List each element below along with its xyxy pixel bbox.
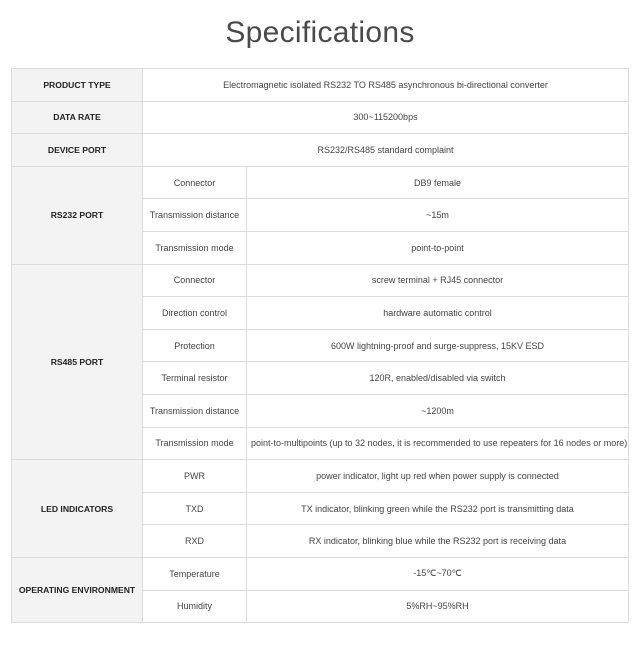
sub-value: ~1200m: [247, 394, 629, 427]
sub-label: Transmission distance: [143, 394, 247, 427]
sub-label: Transmission distance: [143, 199, 247, 232]
row-value-data-rate: 300~115200bps: [143, 101, 629, 134]
sub-value: hardware automatic control: [247, 297, 629, 330]
sub-value: point-to-multipoints (up to 32 nodes, it is recommended to use repeaters for 16 nodes or more): [247, 427, 629, 460]
sub-value: TX indicator, blinking green while the RS232 port is transmitting data: [247, 492, 629, 525]
sub-value: -15℃~70℃: [247, 557, 629, 590]
table-row: [12, 166, 629, 199]
group-label-led-indicators: LED INDICATORS: [12, 460, 143, 558]
sub-label: Humidity: [143, 590, 247, 623]
sub-label: Connector: [143, 264, 247, 297]
sub-label: Direction control: [143, 297, 247, 330]
sub-label: RXD: [143, 525, 247, 558]
row-label-product-type: PRODUCT TYPE: [12, 69, 143, 102]
sub-label: Temperature: [143, 557, 247, 590]
group-label-rs485-port: RS485 PORT: [12, 264, 143, 460]
table-row: [12, 264, 629, 297]
sub-label: Protection: [143, 329, 247, 362]
specifications-table: [11, 68, 629, 623]
sub-value: 120R, enabled/disabled via switch: [247, 362, 629, 395]
table-row: [12, 101, 629, 134]
sub-label: Transmission mode: [143, 427, 247, 460]
sub-label: PWR: [143, 460, 247, 493]
row-value-product-type: Electromagnetic isolated RS232 TO RS485 asynchronous bi-directional converter: [143, 69, 629, 102]
table-row: [12, 134, 629, 167]
sub-value: RX indicator, blinking blue while the RS232 port is receiving data: [247, 525, 629, 558]
table-row: [12, 69, 629, 102]
row-label-device-port: DEVICE PORT: [12, 134, 143, 167]
sub-label: TXD: [143, 492, 247, 525]
sub-value: screw terminal + RJ45 connector: [247, 264, 629, 297]
sub-value: DB9 female: [247, 166, 629, 199]
sub-value: ~15m: [247, 199, 629, 232]
sub-label: Connector: [143, 166, 247, 199]
sub-value: point-to-point: [247, 231, 629, 264]
sub-value: 600W lightning-proof and surge-suppress, 15KV ESD: [247, 329, 629, 362]
row-value-device-port: RS232/RS485 standard complaint: [143, 134, 629, 167]
sub-value: power indicator, light up red when power supply is connected: [247, 460, 629, 493]
row-label-data-rate: DATA RATE: [12, 101, 143, 134]
table-row: [12, 460, 629, 493]
page-title: Specifications: [225, 16, 415, 49]
sub-label: Terminal resistor: [143, 362, 247, 395]
group-label-rs232-port: RS232 PORT: [12, 166, 143, 264]
table-row: [12, 557, 629, 590]
group-label-operating-environment: OPERATING ENVIRONMENT: [12, 557, 143, 622]
sub-value: 5%RH~95%RH: [247, 590, 629, 623]
sub-label: Transmission mode: [143, 231, 247, 264]
